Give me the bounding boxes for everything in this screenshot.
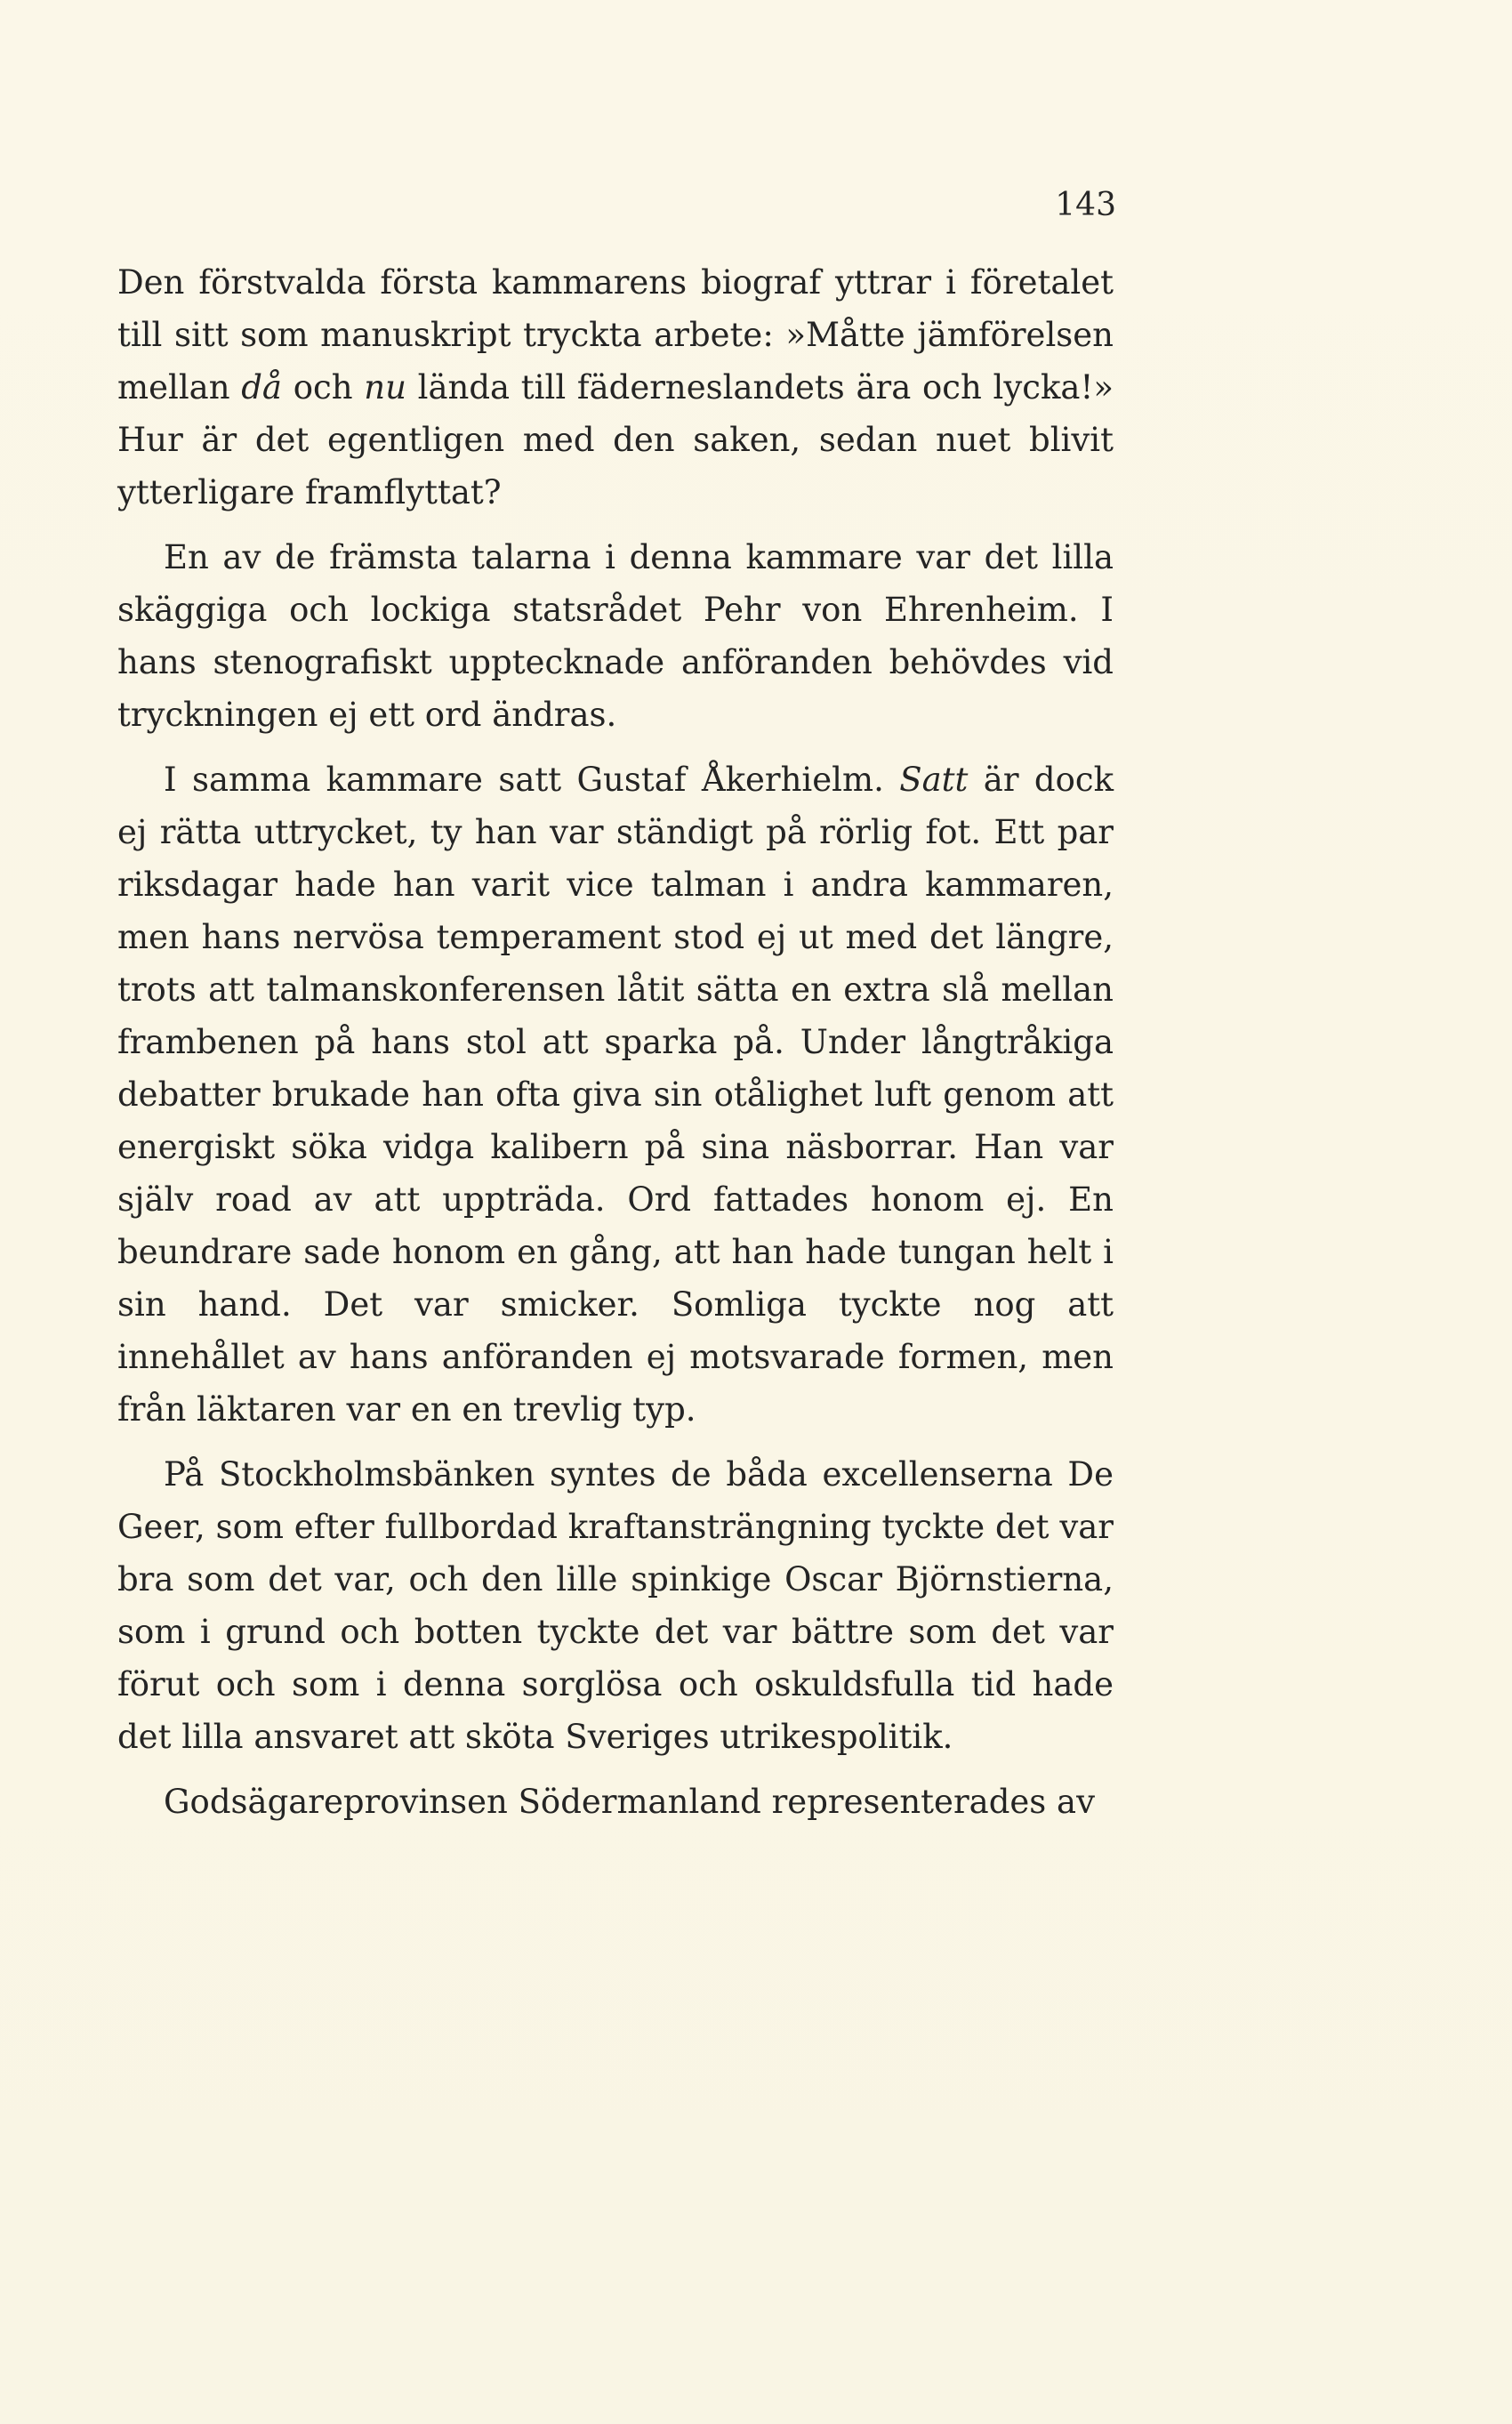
paragraph-4: På Stockholmsbänken syntes de båda excellenserna De Geer, som efter fullbordad kraftansträngning tyckte det var bra som det var, och den lille spinkige Oscar Björnstierna, som i grund och botten tyckte det var bättre som det var förut och som i denna sorglösa och oskuldsfulla tid hade det lilla ansvaret att sköta Sveriges utrikespolitik. bbox=[117, 1455, 1114, 1756]
paragraph-1-text-b: och bbox=[282, 368, 365, 407]
italic-word-nu: nu bbox=[364, 368, 406, 407]
italic-word-satt: Satt bbox=[899, 761, 969, 799]
paragraph-2: En av de främsta talarna i denna kammare var det lilla skäggiga och lockiga statsrådet Pehr von Ehrenheim. I hans stenografiskt upptecknade anföranden behövdes vid tryckningen ej ett ord ändras. bbox=[117, 538, 1114, 734]
paragraph-5: Godsägareprovinsen Södermanland representerades av bbox=[164, 1783, 1095, 1821]
paragraph-3-text-a: I samma kammare satt Gustaf Åkerhielm. bbox=[164, 761, 900, 799]
page-number: 143 bbox=[1055, 187, 1116, 223]
paragraph-1 bbox=[117, 256, 1114, 519]
italic-word-da: då bbox=[241, 368, 282, 407]
body-text bbox=[117, 256, 1114, 1840]
paragraph-1-text-c: lända till fäderneslandets ära och lycka!» Hur är det egentligen med den saken, sedan nuet blivit ytterligare framflyttat? bbox=[117, 368, 1114, 511]
paragraph-1-text-a: Den förstvalda första kammarens biograf yttrar i företalet till sitt som manuskript tryckta arbete: »Måtte jämförelsen mellan bbox=[117, 263, 1114, 407]
paragraph-3 bbox=[117, 753, 1114, 1436]
paragraph-3-text-b: är dock ej rätta uttrycket, ty han var ständigt på rörlig fot. Ett par riksdagar hade han varit vice talman i andra kammaren, men hans nervösa temperament stod ej ut med det längre, trots att talmanskonferensen låtit sätta en extra slå mellan frambenen på hans stol att sparka på. Under långtråkiga debatter brukade han ofta giva sin otålighet luft genom att energiskt söka vidga kalibern på sina näsborrar. Han var själv road av att uppträda. Ord fattades honom ej. En beundrare sade honom en gång, att han hade tungan helt i sin hand. Det var smicker. Somliga tyckte nog att innehållet av hans anföranden ej motsvarade formen, men från läktaren var en en trevlig typ. bbox=[117, 761, 1114, 1429]
